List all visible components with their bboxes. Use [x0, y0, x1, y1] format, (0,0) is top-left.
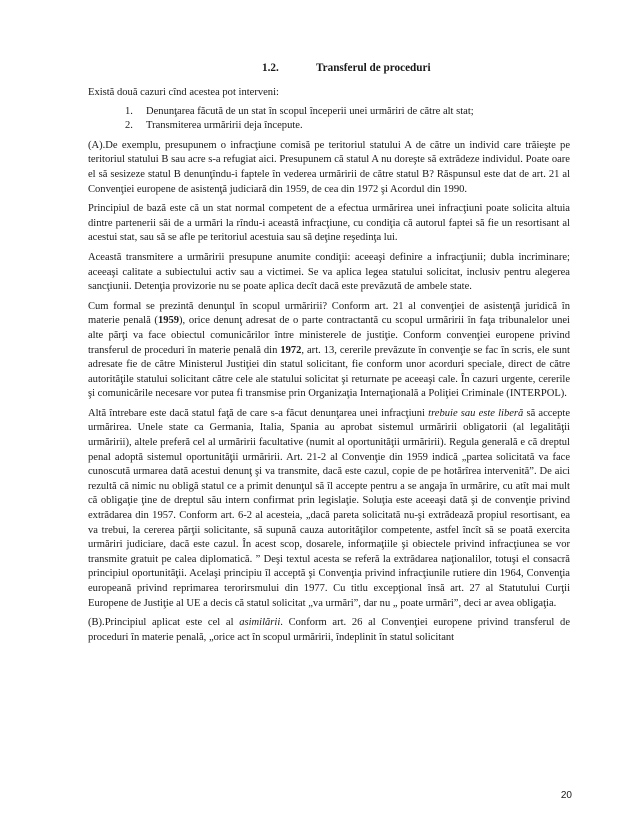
paragraph-a-example: (A).De exemplu, presupunem o infracţiune comisă pe teritoriul statului A de către un individ care trăieşte pe teritoriul statului B sau acre s-a refugiat aici. Presupunem că statul A nu doreşte să extrădeze individul. Poate oare el să sesizeze statul B denunţîndu-i faptele în vederea urmăririi de către statul B? Răspunsul este dat de art. 21 al Convenţiei europene de asistenţă judiciară din 1959, de cea din 1972 şi Acordul din 1990.	[88, 139, 570, 195]
section-title: Transferul de proceduri	[316, 62, 431, 74]
italic-term: asimilării	[239, 617, 281, 629]
paragraph-b-assimilation	[88, 616, 570, 645]
paragraph-conditions: Această transmitere a urmăririi presupune anumite condiţii: aceeaşi definire a infracţiunii; dubla incriminare; aceeaşi calitate a subiectului activ sau a victimei. Se va aplica legea statului solicitat, inclusiv pentru alegerea sancţiunii. Detenţia provizorie nu se poate aplica decît dacă este prevăzută de ambele state.	[88, 251, 570, 293]
text-run: să accepte urmărirea. Unele state ca Germania, Italia, Spania au aprobat sistemul urmăririi obligatorii (al legalităţii urmăririi), altele preferă cel al urmăririi facultative (numit al oportunităţii urmăririi). Regula generală e că dreptul penal adoptă sistemul oportunităţii urmăririi. Art. 21-2 al Convenţie din 1959 indică „partea solicitată va face cunoscută urmarea dată acestui denunţ şi va transmite, dacă este cazul, copie de pe hotărîrea intervenită”. De aici rezultă că nimic nu obligă statul ce a primit denunţul să îl accepte pentru a se angaja în urmărire, cu atît mai mult că obligaţie ţine de dreptul său intern confirmat prin legislaţie. Soluţia este aceeaşi dată şi de convenţie privind extrădarea din 1957. Conform art. 6-2 al acesteia, „dacă pareta solicitată nu-şi extrădează propiul resortisant, ea va trebui, la cererea părţii solicitante, să supună cauza autorităţilor competente, astfel încît să se poată exercita urmăriri judiciare, dacă este cazul. În acest scop, dosarele, informaţiile şi obiectele privind infracţiunea se vor transmite gratuit pe calea diplomatică. ” Deşi textul acesta se referă la extrădarea naţionalilor, totuşi el consacră principiul oportunităţii. Acelaşi principiu îl acceptă şi Convenţia privind infracţiunile rutiere din 1964, Convenţia europeană privind reprimarea terorirsmului din 1977. Cu titlu excepţional însă art. 27 al Statutului Curţii Europene de Justiţie al UE a decis că statul solicitat „va urmări”, dar nu „ poate urmări”, deci ar avea obligaţia.	[88, 407, 571, 609]
year-1972: 1972	[280, 344, 302, 356]
text-run: (B).Principiul aplicat este cel al	[88, 617, 240, 629]
cases-list	[88, 105, 570, 134]
list-item-number: 1.	[125, 105, 133, 117]
text-run: Cum formal se prezintă denunţul în scopul urmăririi? Conform art. 21 al convenţiei de asistenţă juridică în materie penală (	[88, 300, 570, 327]
paragraph-obligation-question	[88, 407, 570, 611]
list-item-text: Denunţarea făcută de un stat în scopul începerii unei urmăriri de către alt stat;	[146, 105, 474, 117]
document-body	[88, 86, 570, 650]
intro-paragraph: Există două cazuri cînd acestea pot interveni:	[88, 87, 279, 98]
section-number: 1.2.	[262, 62, 279, 74]
list-item	[125, 105, 570, 120]
list-item-number: 2.	[125, 120, 133, 132]
text-run: ), orice denunţ adresat de o parte contractantă cu scopul urmăririi în faţa tribunalelor unei alte părţi va face obiectul comunicărilor între ministerele de justiţie. Conform convenţiei europene privind transferul de proceduri în materie penală din	[88, 315, 570, 356]
text-run: , art. 13, cererile prevăzute în convenţie se fac în scris, ele sunt adresate fie de către Ministerul Justiţiei din statul solicitant, fie conform unor acorduri speciale, direct de către autorităţile statului solicitant către cele ale statului solicitat şi returnate pe aceeaşi cale. În cazuri urgente, cererile şi comunicările necesare vor putea fi transmise prin Organizaţia Internaţională a Poliţiei Criminale (INTERPOL).	[88, 344, 570, 400]
italic-phrase: trebuie sau este liberă	[428, 407, 524, 419]
text-run: . Conform art. 26 al Convenţiei europene privind transferul de proceduri în materie penală, „orice act în scopul urmăririi, îndeplinit în statul solicitant	[88, 617, 571, 643]
list-item	[125, 119, 570, 134]
text-run: Altă întrebare este dacă statul faţă de care s-a făcut denunţarea unei infracţiuni	[88, 407, 429, 419]
paragraph-basic-principle: Principiul de bază este că un stat normal competent de a efectua urmărirea unei infracţiuni poate solicita altuia dintre partenerii săi de a urmări la rîndu-i această infracţiune, cu condiţia că autorul faptei să fie un resortisant al acestui stat, sau să se afle pe teritoriul acestuia sau să deţine reşedinţa lui.	[88, 203, 570, 244]
list-item-text: Transmiterea urmăririi deja începute.	[146, 120, 303, 132]
year-1959: 1959	[157, 315, 180, 327]
paragraph-formal-denunciation	[88, 300, 570, 402]
page-number: 20	[560, 790, 572, 801]
